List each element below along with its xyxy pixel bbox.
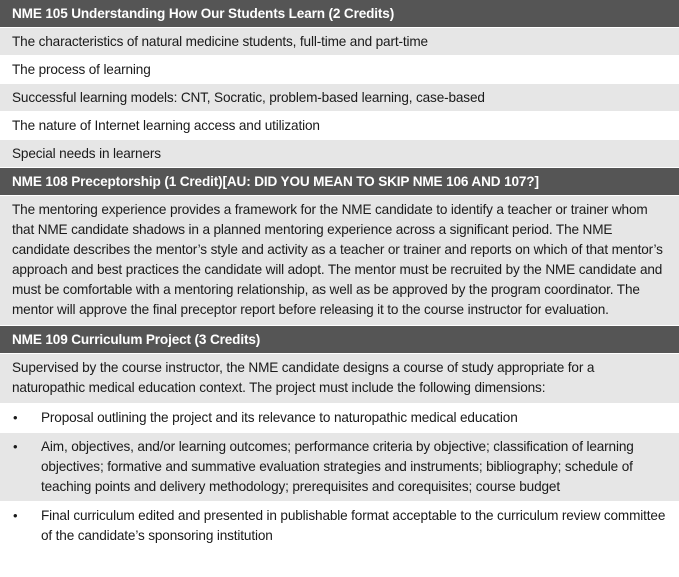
bullet-text: Proposal outlining the project and its relevance to naturopathic medical education <box>41 410 518 425</box>
bullet-text: Aim, objectives, and/or learning outcomes; performance criteria by objective; classification of learning objectives; formative and summative evaluation strategies and instruments; bibliography; schedule of teaching points and delivery methodology; prerequisites and corequisites; course budget <box>41 439 634 494</box>
bullet-row <box>0 433 679 502</box>
bullet-icon: • <box>13 508 18 523</box>
list-item: Special needs in learners <box>0 140 679 168</box>
section-heading-nme109: NME 109 Curriculum Project (3 Credits) <box>0 326 679 354</box>
section-intro-nme109: Supervised by the course instructor, the NME candidate designs a course of study appropriate for a naturopathic medical education context. The project must include the following dimensions: <box>0 354 679 404</box>
list-item: The process of learning <box>0 56 679 84</box>
bullet-row <box>0 502 679 551</box>
list-item: The nature of Internet learning access and utilization <box>0 112 679 140</box>
section-heading-nme108: NME 108 Preceptorship (1 Credit)[AU: DID YOU MEAN TO SKIP NME 106 AND 107?] <box>0 168 679 196</box>
bullet-icon: • <box>13 439 18 454</box>
section-heading-nme105: NME 105 Understanding How Our Students Learn (2 Credits) <box>0 0 679 28</box>
bullet-text: Final curriculum edited and presented in publishable format acceptable to the curriculum review committee of the candidate’s sponsoring institution <box>41 508 666 543</box>
section-paragraph-nme108: The mentoring experience provides a framework for the NME candidate to identify a teacher or trainer whom that NME candidate shadows in a planned mentoring experience across a significant period. The NME candidate describes the mentor’s style and activity as a teacher or trainer and reports on which of that mentor’s approach and best practices the candidate will adopt. The mentor must be recruited by the NME candidate and must be comfortable with a mentoring relationship, as well as be approved by the program coordinator. The mentor will approve the final preceptor report before releasing it to the course instructor for evaluation. <box>0 196 679 326</box>
bullet-row <box>0 404 679 433</box>
bullet-icon: • <box>13 410 18 425</box>
list-item: The characteristics of natural medicine students, full-time and part-time <box>0 28 679 56</box>
list-item: Successful learning models: CNT, Socratic, problem-based learning, case-based <box>0 84 679 112</box>
